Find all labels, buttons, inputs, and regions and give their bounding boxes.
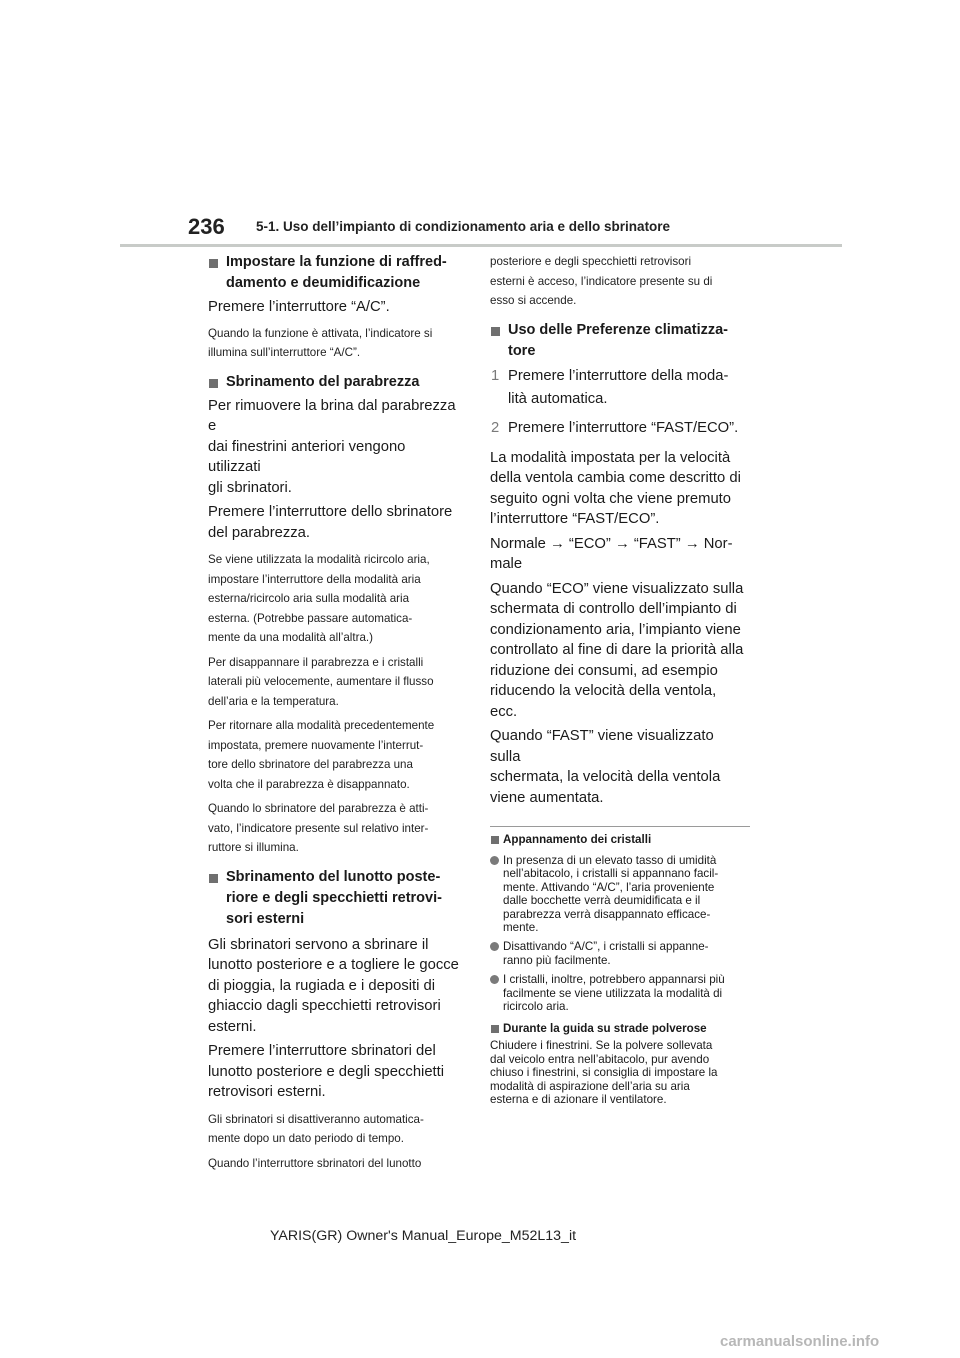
note-rear-indicator-start: Quando l’interruttore sbrinatori del lunotto	[208, 1156, 422, 1170]
header-divider	[120, 244, 842, 247]
note-bullet-ac-off: Disattivando “A/C”, i cristalli si appanne- ranno più facilmente.	[490, 940, 744, 967]
watermark: carmanualsonline.info	[720, 1333, 880, 1350]
paragraph-defrost-press: Premere l’interruttore dello sbrinatore del parabrezza.	[208, 504, 453, 541]
heading-windshield-defrost: Sbrinamento del parabrezza	[208, 372, 462, 393]
heading-rear-defrost: Sbrinamento del lunotto poste- riore e degli specchietti retrovi- sori esterni	[208, 867, 462, 930]
note-bullet-recirculation: I cristalli, inoltre, potrebbero appannarsi più facilmente se viene utilizzata la modalità di ricircolo aria.	[490, 973, 744, 1013]
round-bullet-icon	[490, 975, 499, 984]
paragraph-ac-press: Premere l’interruttore “A/C”.	[208, 299, 390, 315]
note-heading-dusty-roads: Durante la guida su strade polverose	[490, 1021, 744, 1037]
heading-cooling: Impostare la funzione di raffred- damento e deumidificazione	[208, 252, 462, 294]
round-bullet-icon	[490, 856, 499, 865]
square-bullet-icon	[209, 259, 218, 268]
paragraph-mode-sequence: Normale → “ECO” → “FAST” → Nor- male	[490, 535, 733, 572]
note-auto-off: Gli sbrinatori si disattiveranno automatica- mente dopo un dato periodo di tempo.	[208, 1112, 424, 1145]
section-title: 5-1. Uso dell’impianto di condizionamento aria e dello sbrinatore	[256, 219, 671, 234]
note-rear-indicator-end: posteriore e degli specchietti retrovisori esterni è acceso, l’indicatore presente su di esso si accende.	[490, 255, 713, 307]
square-bullet-icon	[491, 1025, 499, 1033]
note-bullet-humidity: In presenza di un elevato tasso di umidità nell’abitacolo, i cristalli si appannano facil- mente. Attivando “A/C”, l’aria proveniente dalle bocchette verrà deumidificata e il parabrezza verrà disappannato efficace- mente.	[490, 854, 744, 934]
heading-climate-preferences: Uso delle Preferenze climatizza- tore	[490, 320, 744, 362]
paragraph-eco-mode: Quando “ECO” viene visualizzato sulla schermata di controllo dell’impianto di condizionamento aria, l’impianto viene controllato al fine di dare la priorità alla riduzione dei consumi, ad esempio riducendo la velocità della ventola, ecc.	[490, 580, 744, 720]
paragraph-rear-defrost-purpose: Gli sbrinatori servono a sbrinare il lunotto posteriore e a togliere le gocce di pioggia, la rugiada e i depositi di ghiaccio dagli specchietti retrovisori esterni.	[208, 936, 459, 1035]
note-heading-fogging: Appannamento dei cristalli	[490, 832, 744, 848]
note-dusty-roads-text: Chiudere i finestrini. Se la polvere sollevata dal veicolo entra nell’abitacolo, pur avendo chiuso i finestrini, si consiglia di impostare la modalità di aspirazione dell’aria su aria esterna e di azionare il ventilatore.	[490, 1039, 718, 1107]
round-bullet-icon	[490, 942, 499, 951]
step-2: 2 Premere l’interruttore “FAST/ECO”.	[491, 419, 739, 436]
note-recirculation: Se viene utilizzata la modalità ricircolo aria, impostare l’interruttore della modalità aria esterna/ricircolo aria sulla modalità aria esterna. (Potrebbe passare automatica- mente da una modalità all’altra.)	[208, 553, 430, 644]
page-number: 236	[188, 214, 225, 239]
paragraph-fast-mode: Quando “FAST” viene visualizzato sulla schermata, la velocità della ventola viene aumentata.	[490, 728, 721, 806]
notes-divider	[490, 826, 750, 827]
paragraph-defrost-purpose: Per rimuovere la brina dal parabrezza e dai finestrini anteriori vengono utilizzati gli sbrinatori.	[208, 397, 456, 496]
square-bullet-icon	[491, 836, 499, 844]
square-bullet-icon	[209, 379, 218, 388]
left-column	[208, 252, 462, 1173]
note-defrost-indicator: Quando lo sbrinatore del parabrezza è atti- vato, l’indicatore presente sul relativo inter- ruttore si illumina.	[208, 802, 429, 854]
note-faster-defog: Per disappannare il parabrezza e i cristalli laterali più velocemente, aumentare il flusso dell’aria e la temperatura.	[208, 655, 434, 708]
paragraph-fan-modes: La modalità impostata per la velocità della ventola cambia come descritto di seguito ogni volta che viene premuto l’interruttore “FAST/ECO”.	[490, 449, 741, 527]
note-return-mode: Per ritornare alla modalità precedentemente impostata, premere nuovamente l’interrut- tore dello sbrinatore del parabrezza una volta che il parabrezza è disappannato.	[208, 719, 435, 791]
step-1: 1 Premere l’interruttore della moda- lità automatica.	[491, 367, 729, 407]
right-column	[490, 252, 744, 1107]
page-header	[0, 0, 960, 250]
square-bullet-icon	[209, 874, 218, 883]
paragraph-rear-defrost-press: Premere l’interruttore sbrinatori del lunotto posteriore e degli specchietti retrovisori esterni.	[208, 1043, 445, 1100]
note-ac-indicator: Quando la funzione è attivata, l’indicatore si illumina sull’interruttore “A/C”.	[208, 326, 433, 359]
manual-footer: YARIS(GR) Owner's Manual_Europe_M52L13_it	[270, 1228, 577, 1244]
square-bullet-icon	[491, 327, 500, 336]
